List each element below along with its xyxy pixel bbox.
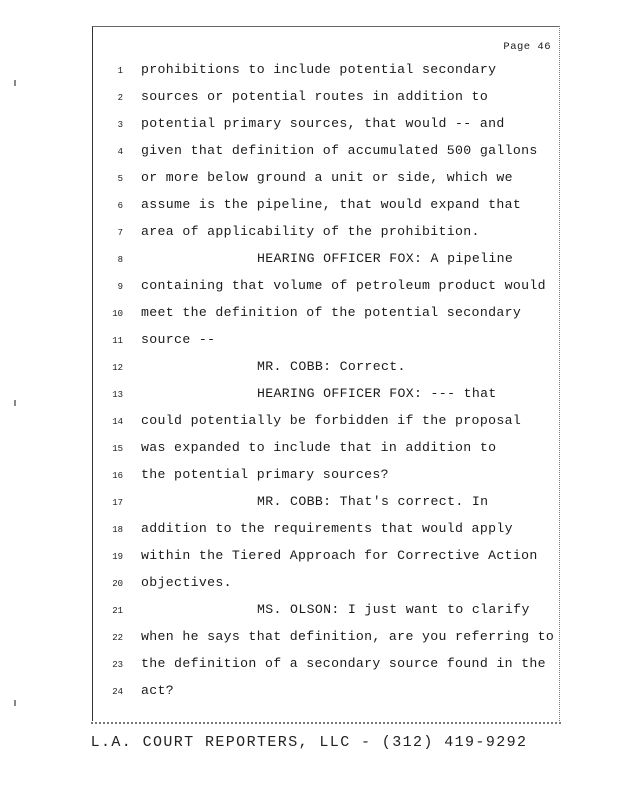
transcript-line — [93, 602, 563, 622]
transcript-line — [93, 251, 563, 271]
line-text: potential primary sources, that would -- and — [141, 116, 505, 131]
transcript-line — [93, 494, 563, 514]
transcript-line — [93, 197, 563, 217]
line-number: 7 — [117, 228, 123, 238]
line-text: source -- — [141, 332, 216, 347]
transcript-line — [93, 359, 563, 379]
scan-mark — [14, 700, 16, 706]
line-text: the potential primary sources? — [141, 467, 389, 482]
line-number: 23 — [112, 660, 123, 670]
transcript-line — [93, 521, 563, 541]
line-text: or more below ground a unit or side, which we — [141, 170, 513, 185]
transcript-line — [93, 62, 563, 82]
transcript-line — [93, 548, 563, 568]
line-number: 24 — [112, 687, 123, 697]
transcript-line — [93, 413, 563, 433]
line-number: 4 — [117, 147, 123, 157]
line-text: area of applicability of the prohibition. — [141, 224, 480, 239]
line-number: 2 — [117, 93, 123, 103]
transcript-line — [93, 332, 563, 352]
line-number: 13 — [112, 390, 123, 400]
transcript-line — [93, 575, 563, 595]
line-number: 8 — [117, 255, 123, 265]
line-text: act? — [141, 683, 175, 698]
transcript-page — [92, 26, 560, 721]
line-number: 6 — [117, 201, 123, 211]
reporter-footer: L.A. COURT REPORTERS, LLC - (312) 419-9292 — [90, 734, 528, 751]
transcript-line — [93, 278, 563, 298]
transcript-line — [93, 656, 563, 676]
line-text: meet the definition of the potential secondary — [141, 305, 522, 320]
scan-mark — [14, 80, 16, 86]
line-number: 18 — [112, 525, 123, 535]
line-text: sources or potential routes in addition to — [141, 89, 489, 104]
page-number: Page 46 — [503, 41, 551, 53]
transcript-line — [93, 440, 563, 460]
line-text: could potentially be forbidden if the proposal — [141, 413, 522, 428]
line-text: assume is the pipeline, that would expand that — [141, 197, 522, 212]
transcript-line — [93, 467, 563, 487]
line-number: 5 — [117, 174, 123, 184]
transcript-line — [93, 116, 563, 136]
line-text: MR. COBB: That's correct. In — [257, 494, 489, 509]
line-text: MR. COBB: Correct. — [257, 359, 406, 374]
line-text: addition to the requirements that would apply — [141, 521, 513, 536]
line-text: within the Tiered Approach for Corrective Action — [141, 548, 538, 563]
transcript-line — [93, 224, 563, 244]
line-number: 20 — [112, 579, 123, 589]
line-number: 19 — [112, 552, 123, 562]
line-number: 1 — [117, 66, 123, 76]
transcript-line — [93, 170, 563, 190]
line-text: prohibitions to include potential secondary — [141, 62, 497, 77]
line-text: HEARING OFFICER FOX: A pipeline — [257, 251, 514, 266]
transcript-line — [93, 683, 563, 703]
line-number: 10 — [112, 309, 123, 319]
line-number: 12 — [112, 363, 123, 373]
line-number: 22 — [112, 633, 123, 643]
line-text: HEARING OFFICER FOX: --- that — [257, 386, 497, 401]
line-text: the definition of a secondary source found in the — [141, 656, 546, 671]
line-number: 11 — [112, 336, 123, 346]
transcript-line — [93, 629, 563, 649]
transcript-line — [93, 143, 563, 163]
line-number: 15 — [112, 444, 123, 454]
line-number: 3 — [117, 120, 123, 130]
line-number: 16 — [112, 471, 123, 481]
line-text: given that definition of accumulated 500 gallons — [141, 143, 538, 158]
line-number: 9 — [117, 282, 123, 292]
line-text: containing that volume of petroleum product would — [141, 278, 546, 293]
line-number: 14 — [112, 417, 123, 427]
line-number: 21 — [112, 606, 123, 616]
line-text: when he says that definition, are you referring to — [141, 629, 555, 644]
scan-mark — [14, 400, 16, 406]
line-number: 17 — [112, 498, 123, 508]
line-text: was expanded to include that in addition to — [141, 440, 497, 455]
line-text: objectives. — [141, 575, 232, 590]
transcript-line — [93, 89, 563, 109]
line-text: MS. OLSON: I just want to clarify — [257, 602, 530, 617]
transcript-line — [93, 305, 563, 325]
transcript-line — [93, 386, 563, 406]
